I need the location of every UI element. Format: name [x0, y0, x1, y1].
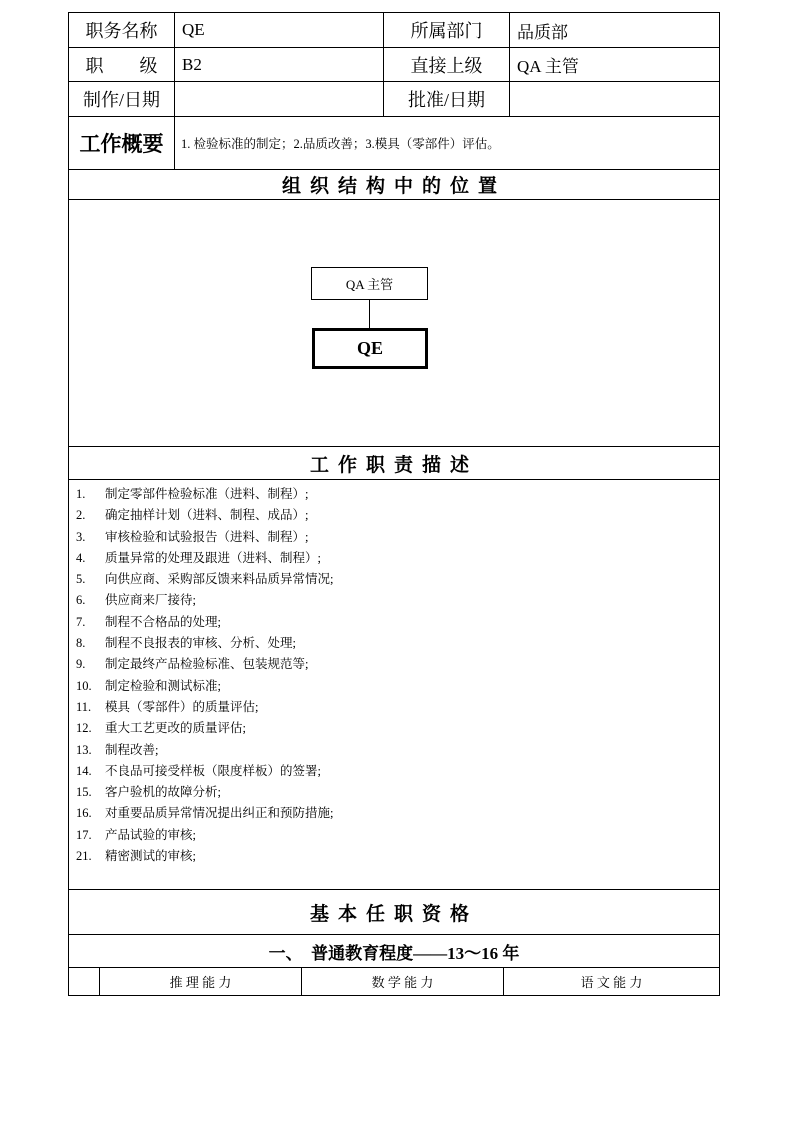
supervisor-label: 直接上级 [410, 55, 483, 76]
list-item: 11. 模具（零部件）的质量评估; [76, 699, 259, 714]
math-ability-header: 数 学 能 力 [371, 975, 434, 990]
org-position-box: QE [312, 328, 428, 369]
list-item: 9. 制定最终产品检验标准、包装规范等; [76, 657, 309, 672]
list-item: 5. 向供应商、采购部反馈来料品质异常情况; [76, 572, 334, 587]
org-connector-line [369, 300, 370, 329]
list-item: 10. 制定检验和测试标准; [76, 678, 221, 693]
list-item: 6. 供应商来厂接待; [76, 593, 196, 608]
reasoning-ability-header: 推 理 能 力 [169, 975, 232, 990]
list-item: 3. 审核检验和试验报告（进料、制程）; [76, 529, 309, 544]
list-item: 16. 对重要品质异常情况提出纠正和预防措施; [76, 806, 334, 821]
duties-list [76, 484, 333, 867]
list-item: 17. 产品试验的审核; [76, 827, 196, 842]
list-item: 1. 制定零部件检验标准（进料、制程）; [76, 487, 309, 501]
department-value: 品质部 [517, 22, 568, 42]
org-supervisor-box: QA 主管 [311, 267, 428, 300]
qualifications-section-title: 基本任职资格 [309, 902, 478, 925]
department-label: 所属部门 [410, 21, 483, 41]
approved-date-label: 批准/日期 [407, 90, 485, 110]
education-level: 一、 普通教育程度——13～16 年 [268, 943, 520, 963]
list-item: 2. 确定抽样计划（进料、制程、成品）; [76, 508, 309, 523]
approved-date-value [510, 82, 719, 116]
list-item: 21. 精密测试的审核; [76, 849, 196, 864]
language-ability-header: 语 文 能 力 [580, 975, 643, 990]
list-item: 4. 质量异常的处理及跟进（进料、制程）; [76, 550, 321, 565]
list-item: 12. 重大工艺更改的质量评估; [76, 721, 246, 736]
list-item: 15. 客户验机的故障分析; [76, 785, 221, 800]
grade-label: 职 级 [85, 55, 158, 76]
duties-section-title: 工作职责描述 [309, 453, 478, 476]
list-item: 7. 制程不合格品的处理; [76, 614, 221, 629]
list-item: 13. 制程改善; [76, 742, 159, 757]
prepared-date-value [175, 82, 383, 116]
prepared-date-label: 制作/日期 [82, 90, 160, 110]
summary-label: 工作概要 [79, 132, 164, 156]
position-name-value: QE [182, 20, 205, 39]
list-item: 8. 制程不良报表的审核、分析、处理; [76, 636, 296, 651]
position-name-label: 职务名称 [85, 21, 158, 41]
org-section-title: 组织结构中的位置 [281, 175, 506, 197]
grade-value: B2 [182, 54, 202, 74]
list-item: 14. 不良品可接受样板（限度样板）的签署; [76, 763, 321, 778]
supervisor-value: QA 主管 [517, 57, 579, 76]
summary-text: 1. 检验标准的制定；2.品质改善；3.模具（零部件）评估。 [181, 137, 500, 151]
